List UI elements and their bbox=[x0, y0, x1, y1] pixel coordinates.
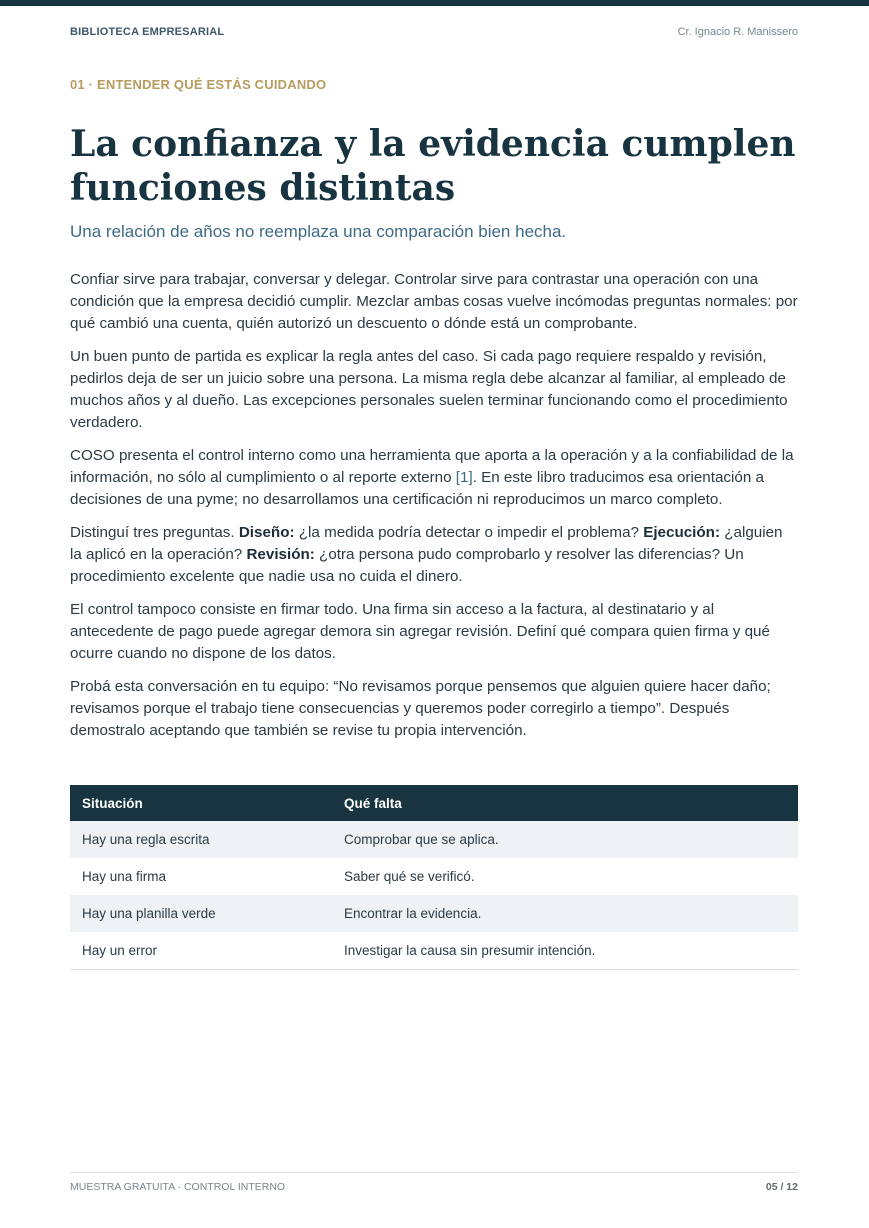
page-subtitle: Una relación de años no reemplaza una comparación bien hecha. bbox=[70, 222, 567, 241]
table-cell-situation: Hay una planilla verde bbox=[70, 895, 332, 932]
running-header bbox=[70, 24, 798, 40]
footer-label: MUESTRA GRATUITA · CONTROL INTERNO bbox=[70, 1181, 286, 1193]
table-header-row bbox=[70, 785, 798, 821]
paragraph-team-conversation: Probá esta conversación en tu equipo: “No revisamos porque pensemos que alguien quiere hacer daño; revisamos porque el trabajo tiene consecuencias y queremos poder corregirlo a tiempo”. Después demostralo aceptando que también se revise tu propia intervención. bbox=[70, 678, 771, 739]
situation-gap-table bbox=[70, 785, 798, 970]
footer-divider bbox=[70, 1172, 798, 1173]
review-question: ¿otra persona pudo comprobarlo y resolver las diferencias? Un procedimiento excelente que nadie usa no cuida el dinero. bbox=[70, 546, 744, 585]
table-cell-missing: Comprobar que se aplica. bbox=[332, 821, 798, 858]
term-design: Diseño: bbox=[238, 524, 295, 541]
design-question: ¿la medida podría detectar o impedir el problema? bbox=[294, 524, 644, 541]
term-review: Revisión: bbox=[246, 546, 315, 563]
table-row bbox=[70, 821, 798, 858]
author-name: Cr. Ignacio R. Manissero bbox=[677, 26, 798, 38]
execution-question: ¿alguien la aplicó en la operación? bbox=[70, 524, 783, 563]
paragraph-three-questions bbox=[70, 522, 798, 588]
paragraph-signatures: El control tampoco consiste en firmar todo. Una firma sin acceso a la factura, al destinatario y al antecedente de pago puede agregar demora sin agregar revisión. Definí qué compara quien firma y qué ocurre cuando no dispone de los datos. bbox=[70, 601, 770, 662]
column-header-missing: Qué falta bbox=[332, 785, 798, 821]
library-name: BIBLIOTECA EMPRESARIAL bbox=[70, 26, 225, 38]
table-cell-situation: Hay una firma bbox=[82, 869, 167, 884]
table-row bbox=[70, 895, 798, 932]
table-cell-missing: Encontrar la evidencia. bbox=[332, 895, 798, 932]
section-kicker: 01 · ENTENDER QUÉ ESTÁS CUIDANDO bbox=[70, 77, 327, 92]
table-cell-missing: Saber qué se verificó. bbox=[344, 869, 475, 884]
table-row bbox=[70, 858, 798, 895]
paragraph-coso-text-end: . En este libro traducimos esa orientación a decisiones de una pyme; no desarrollamos una certificación ni reproducimos un marco completo. bbox=[70, 469, 764, 508]
paragraph-explain-rule: Un buen punto de partida es explicar la regla antes del caso. Si cada pago requiere respaldo y revisión, pedirlos deja de ser un juicio sobre una persona. La misma regla debe alcanzar al familiar, al empleado de muchos años y al dueño. Las excepciones personales suelen terminar funcionando como el procedimiento verdadero. bbox=[70, 348, 788, 431]
table-cell-situation: Hay un error bbox=[70, 932, 332, 970]
table-row bbox=[70, 932, 798, 970]
reference-link-1[interactable]: [1] bbox=[455, 469, 473, 486]
body-text bbox=[70, 269, 798, 753]
three-questions-intro: Distinguí tres preguntas. bbox=[70, 524, 239, 541]
column-header-situation: Situación bbox=[70, 785, 332, 821]
page-title: La confianza y la evidencia cumplen funciones distintas bbox=[70, 123, 796, 209]
page-footer bbox=[70, 1181, 798, 1193]
table-cell-situation: Hay una regla escrita bbox=[70, 821, 332, 858]
page-number: 05 / 12 bbox=[765, 1181, 798, 1193]
paragraph-trust-vs-control: Confiar sirve para trabajar, conversar y delegar. Controlar sirve para contrastar una operación con una condición que la empresa decidió cumplir. Mezclar ambas cosas vuelve incómodas preguntas normales: por qué cambió una cuenta, quién autorizó un descuento o dónde está un comprobante. bbox=[70, 271, 798, 332]
paragraph-coso bbox=[70, 445, 798, 511]
table-cell-missing: Investigar la causa sin presumir intención. bbox=[332, 932, 798, 970]
paragraph-coso-text-start: COSO presenta el control interno como una herramienta que aporta a la operación y a la confiabilidad de la información, no sólo al cumplimiento o al reporte externo bbox=[70, 447, 794, 486]
top-accent-bar bbox=[0, 0, 869, 6]
term-execution: Ejecución: bbox=[643, 524, 721, 541]
